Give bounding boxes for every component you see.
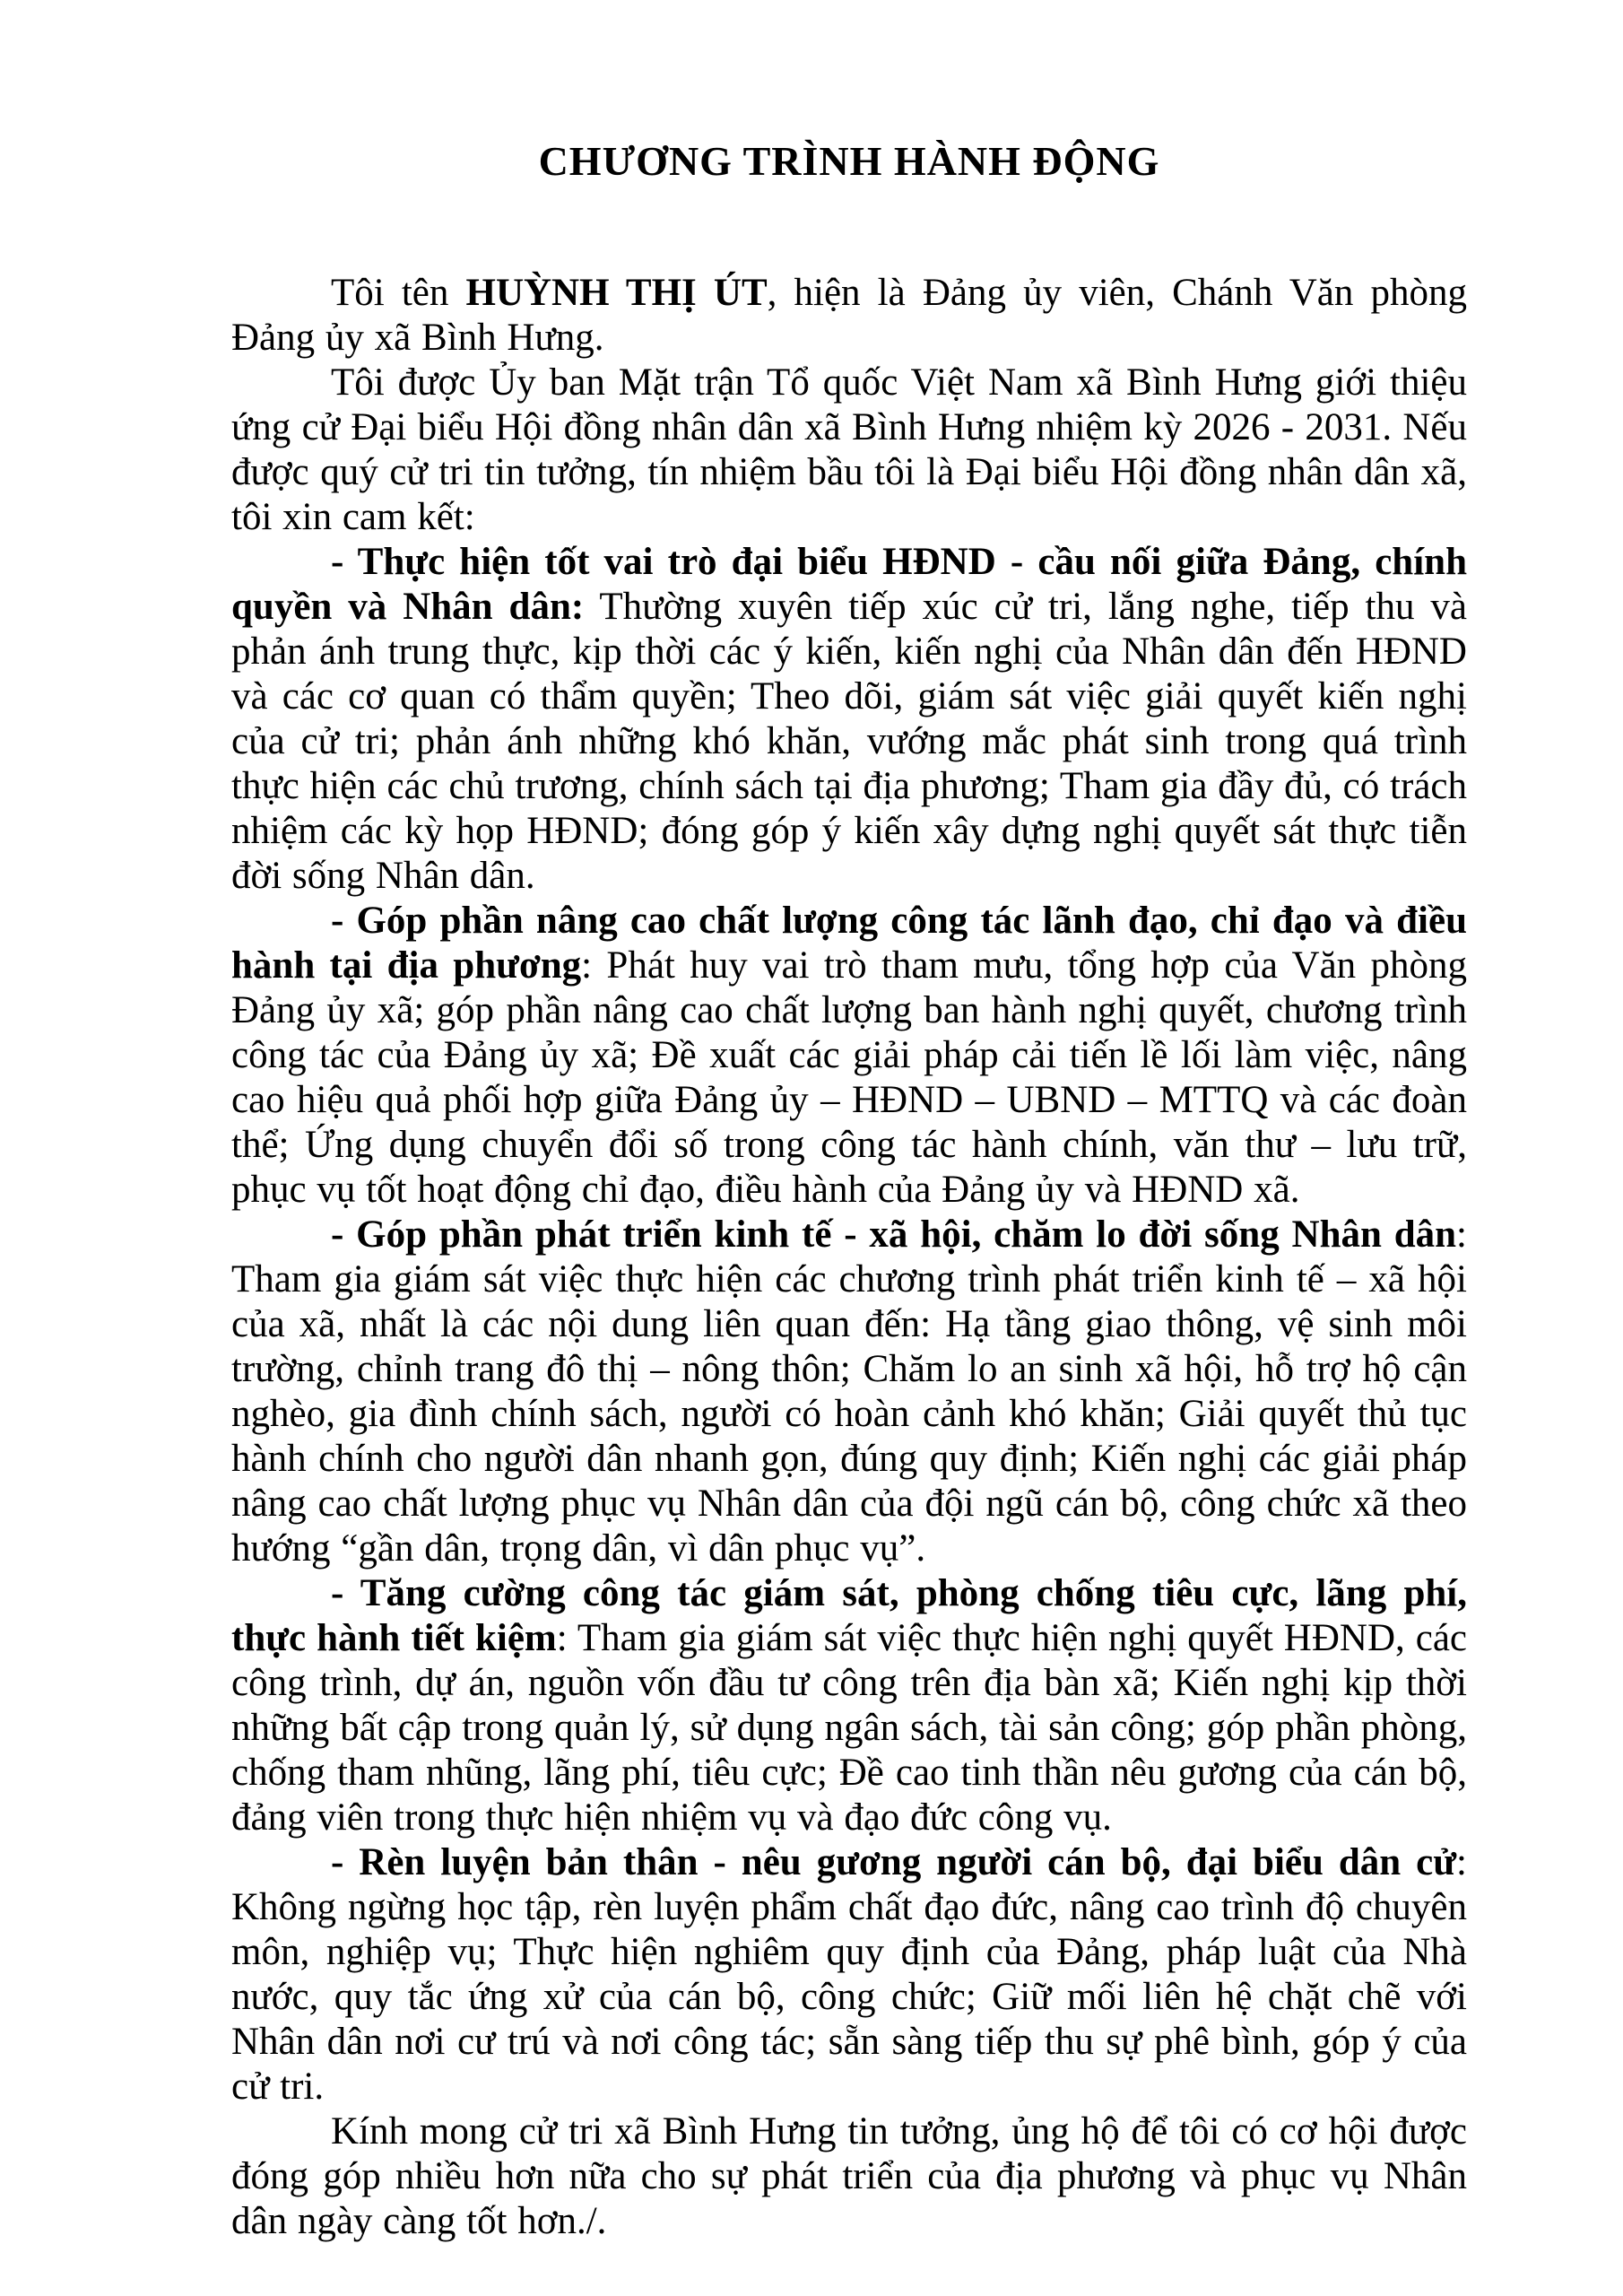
commitment-heading: - Góp phần nâng cao chất lượng công tác lãnh đạo, chỉ đạo và điều hành tại địa phương: [231, 900, 1467, 987]
text-run: Kính mong cử tri xã Bình Hưng tin tưởng, ủng hộ để tôi có cơ hội được đóng góp nhiều hơn nữa cho sự phát triển của địa phương và phục vụ Nhân dân ngày càng tốt hơn./.: [231, 2110, 1467, 2242]
text-run: Tôi được Ủy ban Mặt trận Tổ quốc Việt Nam xã Bình Hưng giới thiệu ứng cử Đại biểu Hội đồng nhân dân xã Bình Hưng nhiệm kỳ 2026 - 2031. Nếu được quý cử tri tin tưởng, tín nhiệm bầu tôi là Đại biểu Hội đồng nhân dân xã, tôi xin cam kết:: [231, 361, 1467, 538]
commitment-socioeconomic-development: [231, 1213, 1467, 1571]
text-run: : Phát huy vai trò tham mưu, tổng hợp của Văn phòng Đảng ủy xã; góp phần nâng cao chất lượng ban hành nghị quyết, chương trình công tác của Đảng ủy xã; Đề xuất các giải pháp cải tiến lề lối làm việc, nâng cao hiệu quả phối hợp giữa Đảng ủy – HĐND – UBND – MTTQ và các đoàn thể; Ứng dụng chuyển đổi số trong công tác hành chính, văn thư – lưu trữ, phục vụ tốt hoạt động chỉ đạo, điều hành của Đảng ủy và HĐND xã.: [231, 944, 1467, 1211]
commitment-heading: - Góp phần phát triển kinh tế - xã hội, chăm lo đời sống Nhân dân: [331, 1213, 1457, 1256]
commitment-heading: - Tăng cường công tác giám sát, phòng chống tiêu cực, lãng phí, thực hành tiết kiệm: [231, 1572, 1467, 1659]
commitment-heading: - Rèn luyện bản thân - nêu gương người cán bộ, đại biểu dân cử: [331, 1841, 1457, 1883]
text-run: : Tham gia giám sát việc thực hiện nghị quyết HĐND, các công trình, dự án, nguồn vốn đầu tư công trên địa bàn xã; Kiến nghị kịp thời những bất cập trong quản lý, sử dụng ngân sách, tài sản công; góp phần phòng, chống tham nhũng, lãng phí, tiêu cực; Đề cao tinh thần nêu gương của cán bộ, đảng viên trong thực hiện nhiệm vụ và đạo đức công vụ.: [231, 1617, 1468, 1839]
commitment-heading: - Thực hiện tốt vai trò đại biểu HĐND - cầu nối giữa Đảng, chính quyền và Nhân dân:: [231, 541, 1467, 628]
text-run: Tôi tên: [331, 272, 466, 314]
commitment-leadership-quality: [231, 899, 1467, 1213]
paragraph-self-introduction: [231, 271, 1467, 361]
candidate-name: HUỲNH THỊ ÚT: [465, 272, 768, 314]
text-run: , hiện là Đảng ủy viên, Chánh Văn phòng Đảng ủy xã Bình Hưng.: [231, 272, 1467, 359]
text-run: : Không ngừng học tập, rèn luyện phẩm chất đạo đức, nâng cao trình độ chuyên môn, nghiệp vụ; Thực hiện nghiêm quy định của Đảng, pháp luật của Nhà nước, quy tắc ứng xử của cán bộ, công chức; Giữ mối liên hệ chặt chẽ với Nhân dân nơi cư trú và nơi công tác; sẵn sàng tiếp thu sự phê bình, góp ý của cử tri.: [231, 1841, 1467, 2108]
document-title: CHƯƠNG TRÌNH HÀNH ĐỘNG: [538, 138, 1160, 184]
text-run: : Tham gia giám sát việc thực hiện các chương trình phát triển kinh tế – xã hội của xã, nhất là các nội dung liên quan đến: Hạ tầng giao thông, vệ sinh môi trường, chỉnh trang đô thị – nông thôn; Chăm lo an sinh xã hội, hỗ trợ hộ cận nghèo, gia đình chính sách, người có hoàn cảnh khó khăn; Giải quyết thủ tục hành chính cho người dân nhanh gọn, đúng quy định; Kiến nghị các giải pháp nâng cao chất lượng phục vụ Nhân dân của đội ngũ cán bộ, công chức xã theo hướng “gần dân, trọng dân, vì dân phục vụ”.: [231, 1213, 1467, 1570]
commitment-supervision-anticorruption: [231, 1571, 1467, 1840]
commitment-representative-role: [231, 540, 1467, 899]
paragraph-nomination: [231, 361, 1467, 540]
closing-paragraph: [231, 2109, 1467, 2244]
commitment-self-improvement: [231, 1840, 1467, 2109]
text-run: Thường xuyên tiếp xúc cử tri, lắng nghe, tiếp thu và phản ánh trung thực, kịp thời các ý kiến, kiến nghị của Nhân dân đến HĐND và các cơ quan có thẩm quyền; Theo dõi, giám sát việc giải quyết kiến nghị của cử tri; phản ánh những khó khăn, vướng mắc phát sinh trong quá trình thực hiện các chủ trương, chính sách tại địa phương; Tham gia đầy đủ, có trách nhiệm các kỳ họp HĐND; đóng góp ý kiến xây dựng nghị quyết sát thực tiễn đời sống Nhân dân.: [231, 586, 1467, 897]
